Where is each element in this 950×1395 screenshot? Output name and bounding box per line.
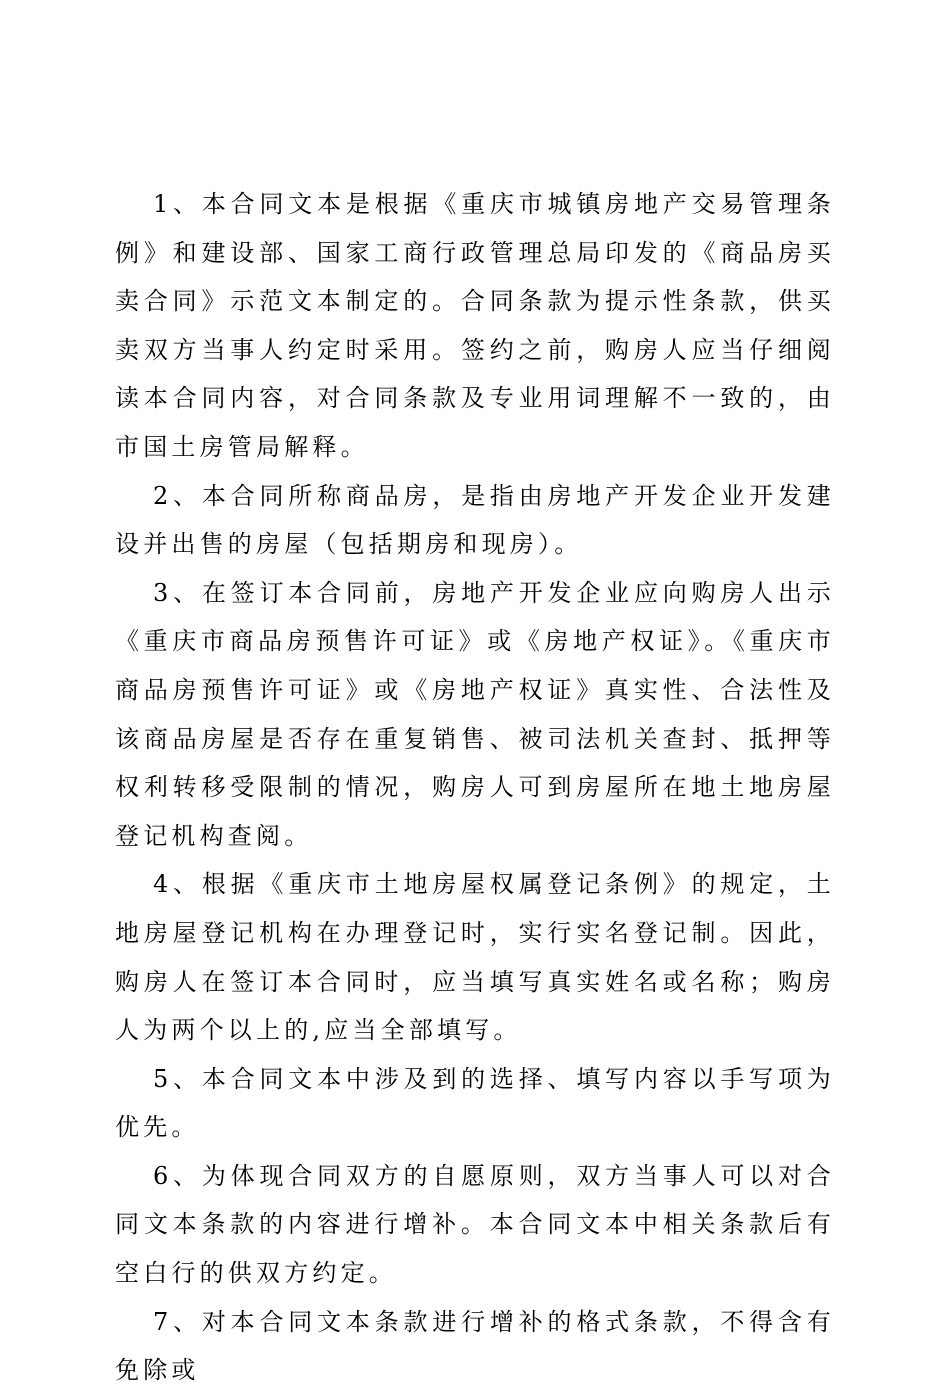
document-page [115, 180, 835, 1395]
paragraph-2: 2、本合同所称商品房，是指由房地产开发企业开发建设并出售的房屋（包括期房和现房）。 [115, 481, 835, 559]
paragraph-1: 1、本合同文本是根据《重庆市城镇房地产交易管理条例》和建设部、国家工商行政管理总局印发的《商品房买卖合同》示范文本制定的。合同条款为提示性条款，供买卖双方当事人约定时采用。签约之前，购房人应当仔细阅读本合同内容，对合同条款及专业用词理解不一致的，由市国土房管局解释。 [115, 190, 835, 461]
paragraph-6: 6、为体现合同双方的自愿原则，双方当事人可以对合同文本条款的内容进行增补。本合同文本中相关条款后有空白行的供双方约定。 [115, 1161, 835, 1288]
paragraph-5: 5、本合同文本中涉及到的选择、填写内容以手写项为优先。 [115, 1064, 835, 1142]
paragraph-3: 3、在签订本合同前，房地产开发企业应向购房人出示《重庆市商品房预售许可证》或《房地产权证》。《重庆市商品房预售许可证》或《房地产权证》真实性、合法性及该商品房屋是否存在重复销售、被司法机关查封、抵押等权利转移受限制的情况，购房人可到房屋所在地土地房屋登记机构查阅。 [115, 578, 835, 850]
paragraph-7: 7、对本合同文本条款进行增补的格式条款，不得含有免除或 [115, 1307, 835, 1385]
paragraph-4: 4、根据《重庆市土地房屋权属登记条例》的规定，土地房屋登记机构在办理登记时，实行实名登记制。因此，购房人在签订本合同时，应当填写真实姓名或名称；购房人为两个以上的,应当全部填写。 [115, 870, 835, 1045]
